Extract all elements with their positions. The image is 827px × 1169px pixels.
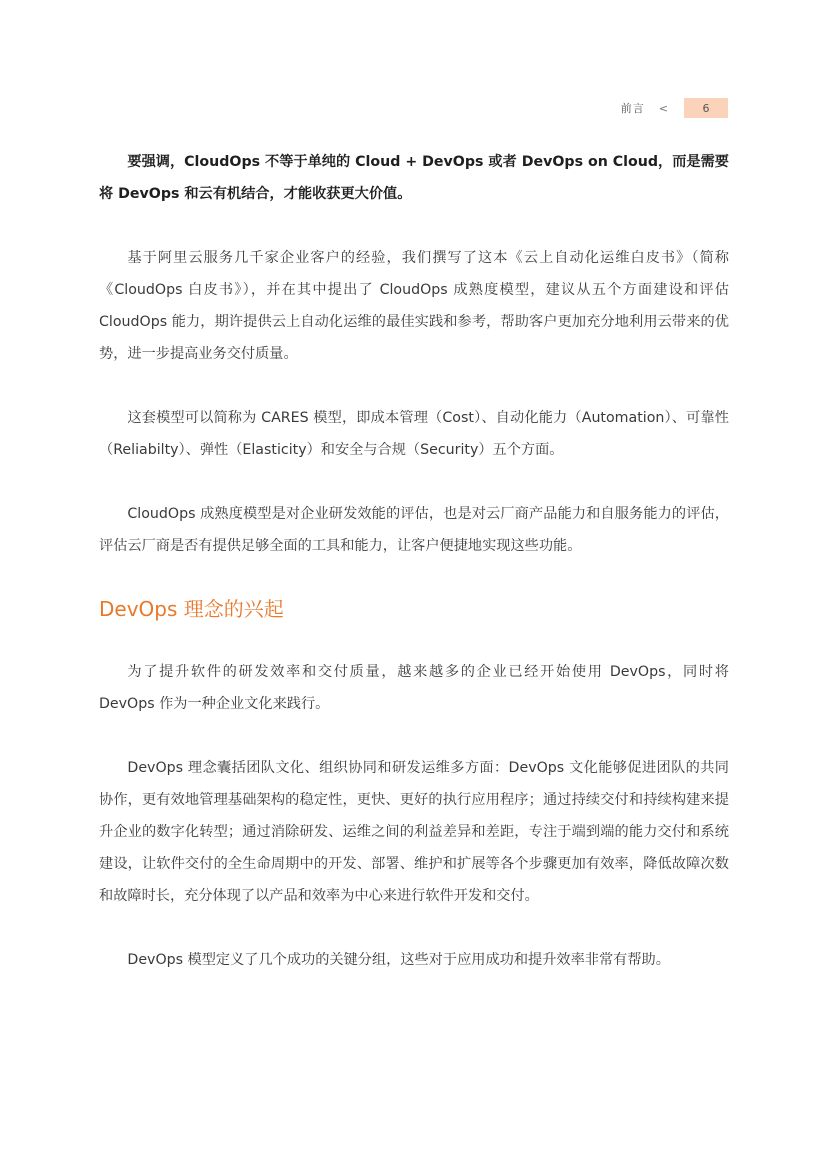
page-number-badge: 6 — [684, 98, 728, 118]
paragraph-devops-adoption: 为了提升软件的研发效率和交付质量，越来越多的企业已经开始使用 DevOps，同时将 DevOps 作为一种企业文化来践行。 — [99, 664, 729, 712]
paragraph-emphasis: 要强调，CloudOps 不等于单纯的 Cloud + DevOps 或者 DevOps on Cloud，而是需要将 DevOps 和云有机结合，才能收获更大价值。 — [99, 154, 729, 202]
section-heading: DevOps 理念的兴起 — [99, 597, 284, 621]
header-section-label: 前言 — [620, 102, 645, 115]
page-header — [621, 98, 728, 118]
paragraph-maturity-model: CloudOps 成熟度模型是对企业研发效能的评估，也是对云厂商产品能力和自服务能力的评估，评估云厂商是否有提供足够全面的工具和能力，让客户便捷地实现这些功能。 — [99, 506, 729, 554]
document-body — [99, 146, 729, 976]
paragraph-devops-culture: DevOps 理念囊括团队文化、组织协同和研发运维多方面：DevOps 文化能够促进团队的共同协作，更有效地管理基础架构的稳定性，更快、更好的执行应用程序；通过持续交付和持续构建来提升企业的数字化转型；通过消除研发、运维之间的利益差异和差距，专注于端到端的能力交付和系统建设，让软件交付的全生命周期中的开发、部署、维护和扩展等各个步骤更加有效率，降低故障次数和故障时长，充分体现了以产品和效率为中心来进行软件开发和交付。 — [99, 760, 729, 904]
paragraph-devops-model: DevOps 模型定义了几个成功的关键分组，这些对于应用成功和提升效率非常有帮助。 — [127, 952, 670, 968]
paragraph-cares-model: 这套模型可以简称为 CARES 模型，即成本管理（Cost）、自动化能力（Automation）、可靠性（Reliabilty）、弹性（Elasticity）和安全与合规（Security）五个方面。 — [99, 410, 729, 458]
paragraph-whitepaper-intro: 基于阿里云服务几千家企业客户的经验，我们撰写了这本《云上自动化运维白皮书》（简称《CloudOps 白皮书》），并在其中提出了 CloudOps 成熟度模型，建议从五个方面建设和评估 CloudOps 能力，期许提供云上自动化运维的最佳实践和参考，帮助客户更加充分地利用云带来的优势，进一步提高业务交付质量。 — [99, 250, 729, 362]
chevron-left-icon: < — [658, 101, 668, 115]
